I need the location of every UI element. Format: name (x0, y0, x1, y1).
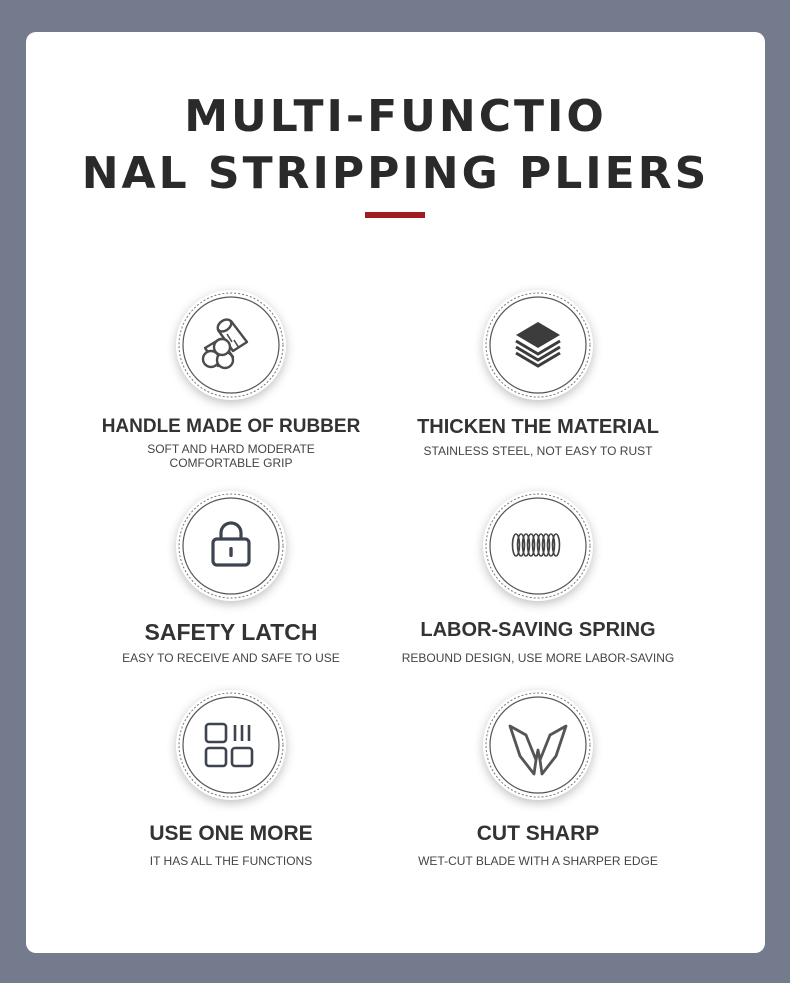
feature-subtitle-line-1: IT HAS ALL THE FUNCTIONS (149, 854, 313, 868)
page-title-line-2: NAL STRIPPING PLIERS (81, 148, 710, 199)
feature-title: USE ONE MORE (149, 822, 313, 845)
feature-subtitle (373, 651, 703, 665)
feature-badge (176, 491, 286, 601)
feature-badge (176, 690, 286, 800)
content-card (26, 32, 765, 953)
feature-subtitle-line-1: REBOUND DESIGN, USE MORE LABOR-SAVING (401, 651, 675, 665)
spring-coil-icon (483, 491, 593, 601)
feature-subtitle-line-2: COMFORTABLE GRIP (169, 456, 293, 470)
feature-badge (483, 491, 593, 601)
title-accent-bar (365, 212, 425, 218)
page-title-line-1: MULTI-FUNCTIO (184, 91, 607, 142)
feature-badge (483, 690, 593, 800)
feature-subtitle (66, 442, 396, 470)
feature-subtitle-line-1: EASY TO RECEIVE AND SAFE TO USE (122, 651, 340, 665)
feature-badge (483, 290, 593, 400)
feature-title: CUT SHARP (476, 822, 600, 845)
feature-title: HANDLE MADE OF RUBBER (101, 416, 361, 437)
feature-subtitle-line-1: SOFT AND HARD MODERATE (147, 442, 315, 456)
layers-icon (483, 290, 593, 400)
feature-subtitle-line-1: WET-CUT BLADE WITH A SHARPER EDGE (418, 854, 658, 868)
feature-subtitle (373, 444, 703, 458)
feature-title: LABOR-SAVING SPRING (420, 619, 656, 641)
page-title (26, 88, 765, 202)
multi-function-grid-icon (176, 690, 286, 800)
feature-badge (176, 290, 286, 400)
feature-title: SAFETY LATCH (144, 619, 318, 645)
sharp-blade-icon (483, 690, 593, 800)
feature-subtitle (66, 651, 396, 665)
rubber-handle-rods-icon (176, 290, 286, 400)
feature-subtitle (373, 854, 703, 868)
feature-subtitle (66, 854, 396, 868)
feature-subtitle-line-1: STAINLESS STEEL, NOT EASY TO RUST (423, 444, 653, 458)
padlock-icon (176, 491, 286, 601)
feature-title: THICKEN THE MATERIAL (417, 416, 659, 438)
